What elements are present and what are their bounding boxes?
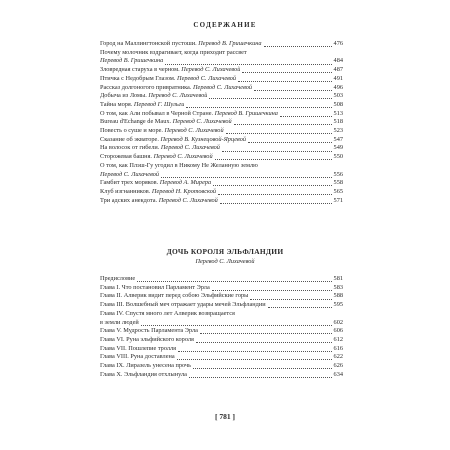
toc-entry-title-text: На волосок от гибели. xyxy=(100,144,161,152)
toc-entry[interactable] xyxy=(100,371,343,380)
toc-entry-title xyxy=(100,327,198,336)
toc-entry-page: 626 xyxy=(333,362,343,370)
toc-entry-title-text: Глава IX. Лиразель унесена прочь xyxy=(100,362,192,370)
toc-entry-title xyxy=(100,362,191,371)
toc-entry-page: 496 xyxy=(333,83,343,91)
toc-entry-title-text: Птичка с Недобрым Глазом. xyxy=(100,74,178,82)
toc-leader-dots xyxy=(178,351,331,352)
toc-entry-title xyxy=(100,57,163,66)
toc-entry-page: 503 xyxy=(333,92,343,100)
toc-entry[interactable] xyxy=(100,345,343,354)
toc-entry-page: 558 xyxy=(333,179,343,187)
page-header: СОДЕРЖАНИЕ xyxy=(193,21,257,29)
toc-entry[interactable] xyxy=(100,362,343,371)
toc-entry-title xyxy=(100,127,224,136)
toc-entry-page: 484 xyxy=(333,57,343,65)
toc-entry-translator: Перевод Г. Шульги xyxy=(133,100,185,108)
toc-entry-title xyxy=(100,319,139,328)
toc-leader-dots xyxy=(212,290,332,291)
toc-entry-page: 588 xyxy=(333,292,343,300)
toc-leader-dots xyxy=(220,203,332,204)
toc-entry-page: 556 xyxy=(333,170,343,178)
toc-entry[interactable] xyxy=(100,127,343,136)
toc-entry-translator: Перевод В. Гришечкина xyxy=(100,57,164,65)
toc-entry-title-text: Сказание об экваторе. xyxy=(100,135,161,143)
toc-leader-dots xyxy=(242,72,331,73)
toc-entry-title xyxy=(100,66,240,75)
toc-entry-translator: Перевод С. Лихачевой xyxy=(172,118,232,126)
toc-entry-title-line[interactable]: О том, как Плэш-Гу угодил в Никому Не Желанную землю xyxy=(100,161,258,169)
section-translator: Перевод С. Лихачевой xyxy=(195,258,255,265)
toc-leader-dots xyxy=(165,64,331,65)
toc-entry-page: 583 xyxy=(333,283,343,291)
toc-leader-dots xyxy=(226,133,332,134)
toc-entry-page: 622 xyxy=(333,353,343,361)
toc-entry-title xyxy=(100,336,194,345)
toc-entry-title xyxy=(100,110,278,119)
toc-entry-title xyxy=(100,371,187,380)
toc-entry-title xyxy=(100,301,266,310)
toc-leader-dots xyxy=(200,333,332,334)
toc-entry-title-text: Глава X. Эльфландия отхлынула xyxy=(100,370,187,378)
toc-entry-page: 487 xyxy=(333,66,343,74)
toc-entry-page: 565 xyxy=(333,187,343,195)
toc-entry-translator: Перевод С. Лихачевой xyxy=(164,127,224,135)
toc-leader-dots xyxy=(137,281,331,282)
toc-entry-page: 616 xyxy=(333,344,343,352)
toc-entry-title xyxy=(100,188,216,197)
toc-entry[interactable] xyxy=(100,66,343,75)
toc-leader-dots xyxy=(215,159,332,160)
toc-leader-dots xyxy=(250,299,331,300)
toc-entry-title xyxy=(100,292,248,301)
toc-entry-page: 547 xyxy=(333,135,343,143)
toc-entry-title-text: Предисловие xyxy=(100,275,136,282)
toc-entry-page: 476 xyxy=(333,40,343,47)
toc-entry-title-text: Глава V. Мудрость Парламента Эрла xyxy=(100,327,198,335)
toc-entry-title-text: Bureau d'Echange de Maux. xyxy=(100,118,173,126)
toc-entry[interactable] xyxy=(100,353,343,362)
toc-entry-page: 549 xyxy=(333,144,343,152)
toc-entry[interactable] xyxy=(100,284,343,293)
toc-entry[interactable] xyxy=(100,57,343,66)
toc-entry[interactable] xyxy=(100,327,343,336)
toc-entry-translator: Перевод С. Лихачевой xyxy=(177,74,237,82)
toc-entry-title-text: Сторожевая башня. xyxy=(100,153,154,161)
toc-entry-translator: Перевод С. Лихачевой xyxy=(100,170,160,178)
toc-entry-title-text: Глава II. Алверик видит перед собою Эльфийские горы xyxy=(100,292,249,300)
toc-entry-translator: Перевод А. Мирера xyxy=(159,179,212,187)
toc-entry-translator: Перевод С. Лихачевой xyxy=(148,92,208,100)
toc-entry-title xyxy=(100,284,210,293)
toc-entry-page: 513 xyxy=(333,109,343,117)
toc-entry-title-text: в земли людей xyxy=(100,318,139,326)
toc-entry[interactable] xyxy=(100,197,343,206)
toc-entry-title xyxy=(100,101,184,110)
toc-entry[interactable] xyxy=(100,179,343,188)
toc-entry[interactable] xyxy=(100,275,343,284)
toc-leader-dots xyxy=(268,307,332,308)
toc-leader-dots xyxy=(193,368,332,369)
toc-entry-title xyxy=(100,75,236,84)
toc-leader-dots xyxy=(218,194,332,195)
toc-list-chapters xyxy=(100,275,343,379)
toc-leader-dots xyxy=(222,151,332,152)
toc-leader-dots xyxy=(234,124,332,125)
toc-entry-title xyxy=(100,275,135,284)
toc-leader-dots xyxy=(238,81,331,82)
toc-entry-title-text: О том, как Али побывал в Черной Стране. xyxy=(100,109,215,117)
toc-entry-page: 612 xyxy=(333,335,343,343)
toc-entry-title xyxy=(100,144,220,153)
toc-leader-dots xyxy=(264,46,332,47)
toc-entry-title xyxy=(100,136,246,145)
toc-entry[interactable] xyxy=(100,171,343,180)
toc-list-stories xyxy=(100,40,343,205)
toc-entry-title-text: Повесть о суше и море. xyxy=(100,127,165,135)
toc-entry-translator: Перевод В. Кузнецовой-Ярцевой xyxy=(160,135,246,143)
toc-entry-title-line[interactable]: Почему молочник вздрагивает, когда приходит рассвет xyxy=(100,48,247,56)
toc-entry-translator: Перевод С. Лихачевой xyxy=(192,83,253,91)
toc-leader-dots xyxy=(161,177,332,178)
toc-entry[interactable] xyxy=(100,188,343,197)
toc-entry-title-text: Тайна моря. xyxy=(100,100,134,108)
toc-entry-title xyxy=(100,118,232,127)
toc-entry[interactable] xyxy=(100,292,343,301)
toc-leader-dots xyxy=(196,342,332,343)
toc-entry-title xyxy=(100,84,252,93)
toc-entry-title xyxy=(100,353,175,362)
toc-entry-title-text: Добыча из Ломы. xyxy=(100,92,149,100)
toc-leader-dots xyxy=(254,90,332,91)
toc-entry[interactable] xyxy=(100,101,343,110)
toc-entry-title-text: Глава III. Волшебный меч отражает удары мечей Эльфландии xyxy=(100,301,266,309)
toc-entry-page: 581 xyxy=(333,275,343,282)
toc-entry-page: 491 xyxy=(333,74,343,82)
toc-entry[interactable] xyxy=(100,153,343,162)
section-title: ДОЧЬ КОРОЛЯ ЭЛЬФЛАНДИИ xyxy=(166,247,284,256)
toc-leader-dots xyxy=(280,116,332,117)
toc-entry[interactable] xyxy=(100,75,343,84)
toc-entry-translator: Перевод С. Лихачевой xyxy=(153,153,213,161)
toc-entry[interactable] xyxy=(100,84,343,93)
toc-entry-title xyxy=(100,92,207,101)
toc-entry[interactable] xyxy=(100,118,343,127)
toc-entry-page: 595 xyxy=(333,301,343,309)
toc-entry-title xyxy=(100,345,176,354)
toc-entry-page: 606 xyxy=(333,327,343,335)
toc-entry-title-text: Глава I. Что постановил Парламент Эрла xyxy=(100,283,210,291)
toc-leader-dots xyxy=(141,325,332,326)
toc-entry-page: 602 xyxy=(333,318,343,326)
toc-entry-translator: Перевод С. Лихачевой xyxy=(160,144,220,152)
toc-leader-dots xyxy=(189,377,332,378)
toc-leader-dots xyxy=(186,107,331,108)
toc-entry-translator: Перевод С. Лихачевой xyxy=(158,196,218,204)
toc-entry-page: 523 xyxy=(333,127,343,135)
toc-entry-title-text: Глава VII. Пошлепие тролля xyxy=(100,344,177,352)
toc-entry-translator: Перевод Н. Кротовской xyxy=(151,187,217,195)
toc-entry-translator: Перевод В. Гришечкина xyxy=(198,40,262,47)
toc-leader-dots xyxy=(177,359,332,360)
page-number: [ 781 ] xyxy=(215,412,235,421)
toc-entry-title-text: Глава VIII. Руна доставлена xyxy=(100,353,175,361)
toc-entry[interactable] xyxy=(100,92,343,101)
toc-entry[interactable] xyxy=(100,144,343,153)
toc-entry-page: 518 xyxy=(333,118,343,126)
toc-entry-title-text: Клуб изгнанников. xyxy=(100,187,152,195)
toc-entry[interactable] xyxy=(100,301,343,310)
toc-entry-translator: Перевод С. Лихачевой xyxy=(181,66,241,74)
toc-leader-dots xyxy=(248,142,332,143)
toc-entry-title xyxy=(100,179,211,188)
toc-entry-title-text: Рассказ долгоногого привратника. xyxy=(100,83,193,91)
toc-entry-title-text: Город на Маллингтонской пустоши. xyxy=(100,40,199,47)
toc-entry[interactable] xyxy=(100,40,343,49)
toc-leader-dots xyxy=(209,98,331,99)
toc-entry-title xyxy=(100,197,218,206)
toc-entry-title-text: Зловредная старуха в черном. xyxy=(100,66,182,74)
toc-entry-title-text: Три адских анекдота. xyxy=(100,196,159,204)
toc-entry-title xyxy=(100,153,213,162)
toc-leader-dots xyxy=(213,185,331,186)
toc-entry-title-text: Гамбит трех моряков. xyxy=(100,179,160,187)
toc-entry-title-line[interactable]: Глава IV. Спустя много лет Алверик возвращается xyxy=(100,309,235,317)
toc-entry-page: 571 xyxy=(333,196,343,204)
toc-entry-title-text: Глава VI. Руна эльфийского короля xyxy=(100,335,194,343)
toc-entry-translator: Перевод В. Гришечкина xyxy=(214,109,278,117)
toc-entry[interactable] xyxy=(100,336,343,345)
toc-entry-page: 550 xyxy=(333,153,343,161)
toc-entry-page: 508 xyxy=(333,100,343,108)
toc-entry[interactable] xyxy=(100,110,343,119)
toc-entry-page: 634 xyxy=(333,370,343,378)
toc-entry-title xyxy=(100,171,159,180)
toc-entry-title xyxy=(100,40,262,49)
toc-entry[interactable] xyxy=(100,136,343,145)
toc-entry[interactable] xyxy=(100,319,343,328)
